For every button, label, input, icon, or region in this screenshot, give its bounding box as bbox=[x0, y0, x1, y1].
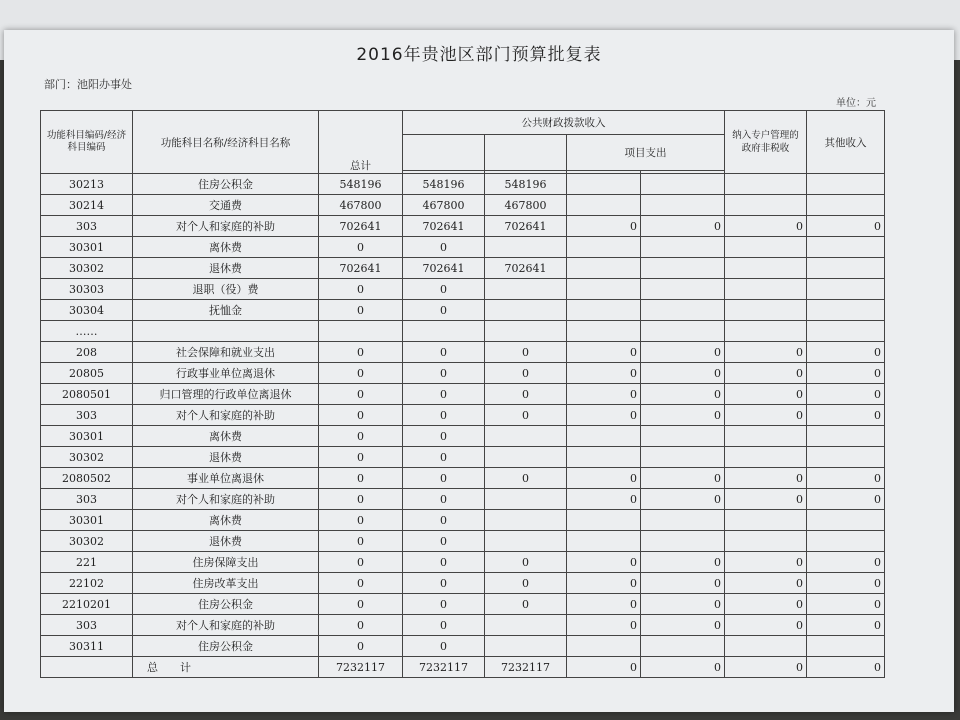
row-c3: 467800 bbox=[485, 195, 567, 216]
row-c5 bbox=[641, 195, 725, 216]
row-name: 离休费 bbox=[133, 510, 319, 531]
row-c5: 0 bbox=[641, 615, 725, 636]
row-c2 bbox=[403, 321, 485, 342]
row-c5 bbox=[641, 447, 725, 468]
row-c5 bbox=[641, 321, 725, 342]
row-c4: 0 bbox=[567, 552, 641, 573]
table-row bbox=[41, 195, 885, 216]
row-c5: 0 bbox=[641, 594, 725, 615]
row-c1: 0 bbox=[319, 426, 403, 447]
row-c3: 702641 bbox=[485, 216, 567, 237]
header-name: 功能科目名称/经济科目名称 bbox=[133, 111, 319, 174]
unit-label: 单位：元 bbox=[836, 98, 876, 109]
row-c2: 0 bbox=[403, 279, 485, 300]
row-c6 bbox=[725, 426, 807, 447]
row-code: 208 bbox=[41, 342, 133, 363]
row-c6 bbox=[725, 510, 807, 531]
row-c6: 0 bbox=[725, 363, 807, 384]
row-code: 303 bbox=[41, 405, 133, 426]
row-c6 bbox=[725, 237, 807, 258]
row-c6 bbox=[725, 447, 807, 468]
row-c6 bbox=[725, 321, 807, 342]
row-c3: 0 bbox=[485, 342, 567, 363]
row-code: 30303 bbox=[41, 279, 133, 300]
row-c5 bbox=[641, 426, 725, 447]
total-c5: 0 bbox=[641, 657, 725, 678]
row-c5: 0 bbox=[641, 573, 725, 594]
row-code: 30213 bbox=[41, 174, 133, 195]
row-name: 对个人和家庭的补助 bbox=[133, 216, 319, 237]
row-c3 bbox=[485, 279, 567, 300]
table-row bbox=[41, 321, 885, 342]
row-c7 bbox=[807, 237, 885, 258]
row-c7 bbox=[807, 195, 885, 216]
row-c3 bbox=[485, 237, 567, 258]
row-c2: 0 bbox=[403, 489, 485, 510]
row-c5 bbox=[641, 300, 725, 321]
total-c1: 7232117 bbox=[319, 657, 403, 678]
row-c2: 702641 bbox=[403, 258, 485, 279]
row-name: 退职（役）费 bbox=[133, 279, 319, 300]
header-total: 总计 bbox=[319, 111, 403, 174]
row-c2: 0 bbox=[403, 384, 485, 405]
row-c1: 467800 bbox=[319, 195, 403, 216]
row-c7 bbox=[807, 279, 885, 300]
row-c1: 0 bbox=[319, 384, 403, 405]
row-name: 社会保障和就业支出 bbox=[133, 342, 319, 363]
table-row bbox=[41, 636, 885, 657]
total-c2: 7232117 bbox=[403, 657, 485, 678]
row-c7: 0 bbox=[807, 552, 885, 573]
row-code: 30302 bbox=[41, 447, 133, 468]
row-c3 bbox=[485, 531, 567, 552]
header-project: 项目支出 bbox=[567, 135, 725, 171]
row-name: 对个人和家庭的补助 bbox=[133, 615, 319, 636]
row-code: 2080501 bbox=[41, 384, 133, 405]
row-c7 bbox=[807, 510, 885, 531]
row-c3: 0 bbox=[485, 384, 567, 405]
table-row bbox=[41, 573, 885, 594]
table-row bbox=[41, 426, 885, 447]
row-c7: 0 bbox=[807, 573, 885, 594]
row-c6 bbox=[725, 279, 807, 300]
row-c5: 0 bbox=[641, 363, 725, 384]
row-c5 bbox=[641, 636, 725, 657]
header-public-finance: 公共财政拨款收入 bbox=[403, 111, 725, 135]
row-c2: 467800 bbox=[403, 195, 485, 216]
row-c7 bbox=[807, 174, 885, 195]
row-c7 bbox=[807, 447, 885, 468]
row-c2: 0 bbox=[403, 363, 485, 384]
row-c1: 0 bbox=[319, 594, 403, 615]
row-c3: 702641 bbox=[485, 258, 567, 279]
row-c7: 0 bbox=[807, 489, 885, 510]
total-c7: 0 bbox=[807, 657, 885, 678]
total-label: 总 计 bbox=[133, 657, 319, 678]
total-c4: 0 bbox=[567, 657, 641, 678]
row-c5 bbox=[641, 510, 725, 531]
row-name: 住房保障支出 bbox=[133, 552, 319, 573]
total-c3: 7232117 bbox=[485, 657, 567, 678]
row-c4: 0 bbox=[567, 468, 641, 489]
row-c4: 0 bbox=[567, 363, 641, 384]
row-c4 bbox=[567, 258, 641, 279]
row-c7: 0 bbox=[807, 468, 885, 489]
header-other: 其他收入 bbox=[807, 111, 885, 174]
row-c4 bbox=[567, 531, 641, 552]
header-blank-1 bbox=[403, 135, 485, 171]
row-c7: 0 bbox=[807, 216, 885, 237]
row-c4: 0 bbox=[567, 384, 641, 405]
table-row bbox=[41, 258, 885, 279]
row-c5: 0 bbox=[641, 384, 725, 405]
row-c7: 0 bbox=[807, 384, 885, 405]
row-name: 对个人和家庭的补助 bbox=[133, 489, 319, 510]
row-c5: 0 bbox=[641, 405, 725, 426]
row-c3: 0 bbox=[485, 594, 567, 615]
row-code: 30302 bbox=[41, 258, 133, 279]
row-c3 bbox=[485, 636, 567, 657]
row-code: 303 bbox=[41, 489, 133, 510]
row-c6: 0 bbox=[725, 489, 807, 510]
table-row bbox=[41, 174, 885, 195]
budget-table bbox=[40, 110, 885, 678]
row-c7: 0 bbox=[807, 615, 885, 636]
table-row bbox=[41, 237, 885, 258]
table-row bbox=[41, 342, 885, 363]
row-c1: 548196 bbox=[319, 174, 403, 195]
table-row bbox=[41, 615, 885, 636]
row-name: 归口管理的行政单位离退休 bbox=[133, 384, 319, 405]
row-c1: 0 bbox=[319, 552, 403, 573]
row-c3 bbox=[485, 321, 567, 342]
row-c7 bbox=[807, 531, 885, 552]
row-code: 30302 bbox=[41, 531, 133, 552]
row-c4 bbox=[567, 426, 641, 447]
total-code bbox=[41, 657, 133, 678]
row-c1: 0 bbox=[319, 363, 403, 384]
row-code: 30301 bbox=[41, 426, 133, 447]
row-c6 bbox=[725, 531, 807, 552]
row-code: 2210201 bbox=[41, 594, 133, 615]
row-c1: 0 bbox=[319, 615, 403, 636]
row-c2: 0 bbox=[403, 447, 485, 468]
row-c3: 0 bbox=[485, 468, 567, 489]
row-c5 bbox=[641, 531, 725, 552]
row-c2: 0 bbox=[403, 237, 485, 258]
row-c4 bbox=[567, 195, 641, 216]
row-c6: 0 bbox=[725, 615, 807, 636]
row-c1: 0 bbox=[319, 300, 403, 321]
row-code: 303 bbox=[41, 615, 133, 636]
total-c6: 0 bbox=[725, 657, 807, 678]
total-row bbox=[41, 657, 885, 678]
row-c1: 0 bbox=[319, 237, 403, 258]
row-name: 退休费 bbox=[133, 531, 319, 552]
row-c3: 0 bbox=[485, 405, 567, 426]
table-row bbox=[41, 468, 885, 489]
row-c7 bbox=[807, 426, 885, 447]
row-name: 抚恤金 bbox=[133, 300, 319, 321]
table-row bbox=[41, 531, 885, 552]
row-c3 bbox=[485, 447, 567, 468]
row-name: 住房公积金 bbox=[133, 174, 319, 195]
row-c3: 0 bbox=[485, 363, 567, 384]
row-c3 bbox=[485, 489, 567, 510]
row-c5 bbox=[641, 258, 725, 279]
row-c5 bbox=[641, 279, 725, 300]
table-row bbox=[41, 279, 885, 300]
row-c6: 0 bbox=[725, 552, 807, 573]
row-c5 bbox=[641, 237, 725, 258]
row-c1: 702641 bbox=[319, 216, 403, 237]
row-c2: 0 bbox=[403, 510, 485, 531]
row-name: 事业单位离退休 bbox=[133, 468, 319, 489]
row-c3 bbox=[485, 426, 567, 447]
row-c4 bbox=[567, 279, 641, 300]
row-code: 30301 bbox=[41, 510, 133, 531]
row-c2: 0 bbox=[403, 405, 485, 426]
row-c5: 0 bbox=[641, 342, 725, 363]
row-c6 bbox=[725, 300, 807, 321]
row-c3: 548196 bbox=[485, 174, 567, 195]
row-name: 离休费 bbox=[133, 426, 319, 447]
table-row bbox=[41, 447, 885, 468]
row-c7: 0 bbox=[807, 405, 885, 426]
row-c5: 0 bbox=[641, 489, 725, 510]
row-c1: 0 bbox=[319, 342, 403, 363]
row-c7 bbox=[807, 636, 885, 657]
table-row bbox=[41, 552, 885, 573]
row-c2: 0 bbox=[403, 468, 485, 489]
row-c2: 0 bbox=[403, 573, 485, 594]
row-code: 30304 bbox=[41, 300, 133, 321]
page-title: 2016年贵池区部门预算批复表 bbox=[356, 45, 602, 65]
row-name: 住房公积金 bbox=[133, 594, 319, 615]
row-c2: 0 bbox=[403, 300, 485, 321]
row-c2: 702641 bbox=[403, 216, 485, 237]
row-c4 bbox=[567, 447, 641, 468]
row-c1: 0 bbox=[319, 510, 403, 531]
row-c1: 0 bbox=[319, 468, 403, 489]
row-code: 30301 bbox=[41, 237, 133, 258]
row-code: 22102 bbox=[41, 573, 133, 594]
row-c6: 0 bbox=[725, 342, 807, 363]
document-page bbox=[4, 30, 954, 712]
table-row bbox=[41, 216, 885, 237]
row-c1: 0 bbox=[319, 447, 403, 468]
row-c7 bbox=[807, 321, 885, 342]
row-c5: 0 bbox=[641, 468, 725, 489]
row-c3: 0 bbox=[485, 552, 567, 573]
row-c1: 0 bbox=[319, 636, 403, 657]
row-c1: 0 bbox=[319, 531, 403, 552]
row-c3: 0 bbox=[485, 573, 567, 594]
row-c4: 0 bbox=[567, 342, 641, 363]
row-c6: 0 bbox=[725, 468, 807, 489]
row-c2: 0 bbox=[403, 636, 485, 657]
row-c4 bbox=[567, 237, 641, 258]
row-code: 20805 bbox=[41, 363, 133, 384]
row-code: 30311 bbox=[41, 636, 133, 657]
row-code: …… bbox=[41, 321, 133, 342]
row-c2: 0 bbox=[403, 594, 485, 615]
row-c2: 548196 bbox=[403, 174, 485, 195]
row-c4: 0 bbox=[567, 405, 641, 426]
row-c1 bbox=[319, 321, 403, 342]
row-c6: 0 bbox=[725, 216, 807, 237]
row-code: 221 bbox=[41, 552, 133, 573]
row-name: 交通费 bbox=[133, 195, 319, 216]
row-c4 bbox=[567, 636, 641, 657]
row-name: 住房公积金 bbox=[133, 636, 319, 657]
row-c1: 0 bbox=[319, 573, 403, 594]
row-c5: 0 bbox=[641, 552, 725, 573]
row-c2: 0 bbox=[403, 426, 485, 447]
row-c6 bbox=[725, 195, 807, 216]
row-c4: 0 bbox=[567, 594, 641, 615]
row-c6 bbox=[725, 258, 807, 279]
row-c5 bbox=[641, 174, 725, 195]
row-c7 bbox=[807, 258, 885, 279]
row-c6 bbox=[725, 174, 807, 195]
row-c6: 0 bbox=[725, 405, 807, 426]
row-c7 bbox=[807, 300, 885, 321]
row-name bbox=[133, 321, 319, 342]
table-row bbox=[41, 363, 885, 384]
row-c6: 0 bbox=[725, 573, 807, 594]
row-name: 退休费 bbox=[133, 258, 319, 279]
row-code: 2080502 bbox=[41, 468, 133, 489]
row-c4: 0 bbox=[567, 489, 641, 510]
row-c2: 0 bbox=[403, 552, 485, 573]
row-c7: 0 bbox=[807, 342, 885, 363]
table-row bbox=[41, 384, 885, 405]
table-row bbox=[41, 510, 885, 531]
row-c4 bbox=[567, 300, 641, 321]
row-c4: 0 bbox=[567, 573, 641, 594]
row-c7: 0 bbox=[807, 363, 885, 384]
row-name: 对个人和家庭的补助 bbox=[133, 405, 319, 426]
row-c6: 0 bbox=[725, 384, 807, 405]
row-c6 bbox=[725, 636, 807, 657]
row-code: 303 bbox=[41, 216, 133, 237]
row-code: 30214 bbox=[41, 195, 133, 216]
row-name: 离休费 bbox=[133, 237, 319, 258]
row-c2: 0 bbox=[403, 342, 485, 363]
table-body bbox=[41, 174, 885, 657]
row-name: 住房改革支出 bbox=[133, 573, 319, 594]
row-c4 bbox=[567, 174, 641, 195]
row-c4 bbox=[567, 321, 641, 342]
department-label: 部门：池阳办事处 bbox=[44, 78, 132, 91]
table-row bbox=[41, 300, 885, 321]
row-c2: 0 bbox=[403, 615, 485, 636]
table-row bbox=[41, 489, 885, 510]
row-c1: 0 bbox=[319, 279, 403, 300]
header-code: 功能科目编码/经济科目编码 bbox=[41, 111, 133, 174]
table-row bbox=[41, 405, 885, 426]
header-special: 纳入专户管理的政府非税收 bbox=[725, 111, 807, 174]
header-blank-2 bbox=[485, 135, 567, 171]
row-c1: 702641 bbox=[319, 258, 403, 279]
row-c4: 0 bbox=[567, 216, 641, 237]
row-c5: 0 bbox=[641, 216, 725, 237]
row-c4: 0 bbox=[567, 615, 641, 636]
row-name: 行政事业单位离退休 bbox=[133, 363, 319, 384]
row-c1: 0 bbox=[319, 489, 403, 510]
row-c7: 0 bbox=[807, 594, 885, 615]
row-c3 bbox=[485, 510, 567, 531]
row-c2: 0 bbox=[403, 531, 485, 552]
table-row bbox=[41, 594, 885, 615]
row-c1: 0 bbox=[319, 405, 403, 426]
row-c3 bbox=[485, 615, 567, 636]
row-c4 bbox=[567, 510, 641, 531]
row-name: 退休费 bbox=[133, 447, 319, 468]
row-c3 bbox=[485, 300, 567, 321]
row-c6: 0 bbox=[725, 594, 807, 615]
